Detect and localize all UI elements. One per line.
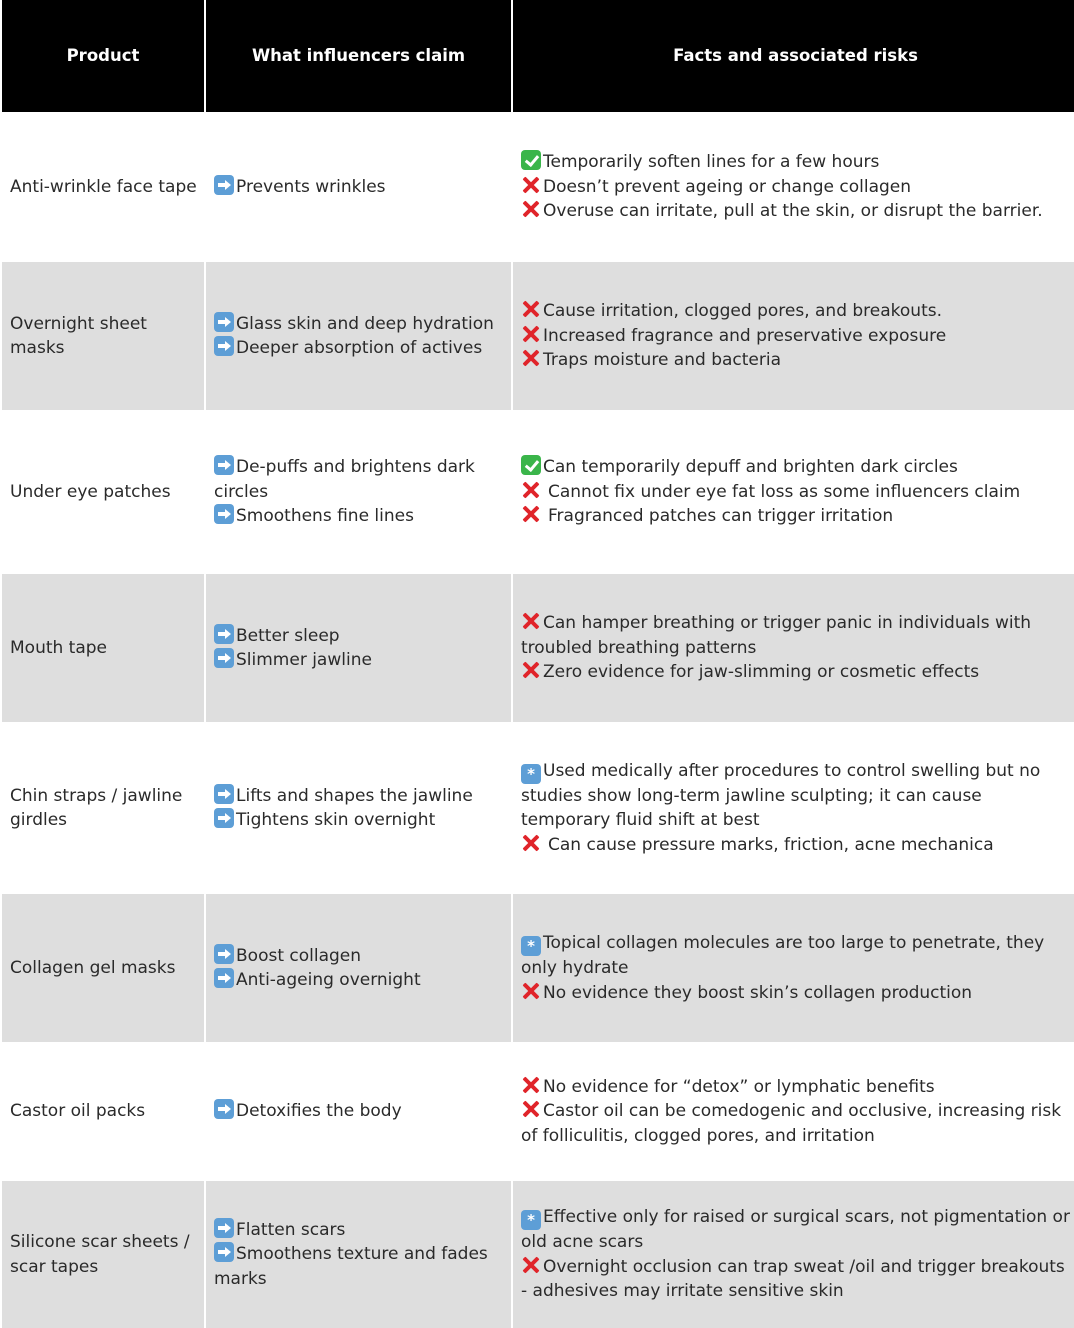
product-name: Overnight sheet masks	[10, 313, 147, 358]
fact-item	[521, 981, 1072, 1006]
product-cell	[2, 112, 204, 262]
right-arrow-icon	[214, 1218, 234, 1238]
right-arrow-icon	[214, 624, 234, 644]
fact-text: Can temporarily depuff and brighten dark circles	[543, 457, 958, 478]
claim-text: Smoothens texture and fades marks	[214, 1244, 488, 1289]
header-facts-and-risks: Facts and associated risks	[513, 0, 1074, 112]
fact-text: Traps moisture and bacteria	[543, 350, 781, 371]
fact-item	[521, 1205, 1072, 1255]
right-arrow-icon	[214, 312, 234, 332]
claim-text: De-puffs and brightens dark circles	[214, 457, 475, 502]
fact-item	[521, 175, 1043, 200]
fact-item	[521, 660, 1072, 685]
claim-item	[214, 1099, 402, 1124]
right-arrow-icon	[214, 1099, 234, 1119]
claims-cell	[206, 574, 511, 722]
right-arrow-icon	[214, 648, 234, 668]
claim-text: Prevents wrinkles	[236, 176, 386, 197]
fact-text: Effective only for raised or surgical scars, not pigmentation or old acne scars	[521, 1207, 1070, 1253]
fact-text: No evidence for “detox” or lymphatic benefits	[543, 1076, 935, 1097]
fact-item	[521, 1099, 1072, 1148]
facts-cell	[513, 894, 1074, 1042]
right-arrow-icon	[214, 968, 234, 988]
fact-text: Zero evidence for jaw-slimming or cosmetic effects	[543, 662, 980, 683]
check-mark-icon	[521, 455, 541, 475]
claim-item	[214, 504, 505, 529]
fact-text: Castor oil can be comedogenic and occlusive, increasing risk of folliculitis, clogged pores, and irritation	[521, 1101, 1062, 1146]
facts-cell	[513, 410, 1074, 574]
asterisk-icon: *	[521, 1210, 541, 1230]
cross-mark-icon	[521, 175, 541, 195]
claim-item	[214, 808, 473, 833]
claim-item	[214, 648, 372, 673]
facts-cell	[513, 1181, 1074, 1328]
claim-text: Detoxifies the body	[236, 1101, 402, 1122]
facts-cell	[513, 112, 1074, 262]
fact-text: Topical collagen molecules are too large to penetrate, they only hydrate	[521, 933, 1045, 978]
facts-cell	[513, 574, 1074, 722]
claim-item	[214, 1218, 505, 1243]
claim-item	[214, 312, 494, 337]
product-cell	[2, 574, 204, 722]
product-name: Collagen gel masks	[10, 957, 176, 978]
cross-mark-icon	[521, 348, 541, 368]
claim-text: Deeper absorption of actives	[236, 338, 483, 358]
claims-cell	[206, 722, 511, 894]
claim-item	[214, 624, 372, 649]
claim-text: Flatten scars	[236, 1219, 346, 1240]
claim-item	[214, 455, 505, 504]
cross-mark-icon	[521, 1255, 541, 1275]
claims-cell	[206, 262, 511, 410]
fact-text: Temporarily soften lines for a few hours	[543, 152, 880, 173]
claim-text: Glass skin and deep hydration	[236, 313, 494, 334]
claim-text: Slimmer jawline	[236, 650, 372, 670]
fact-item	[521, 455, 1020, 480]
claims-cell	[206, 112, 511, 262]
fact-item	[521, 150, 1043, 175]
header-influencer-claims: What influencers claim	[206, 0, 511, 112]
right-arrow-icon	[214, 175, 234, 195]
cross-mark-icon	[521, 660, 541, 680]
product-name: Castor oil packs	[10, 1101, 146, 1122]
claim-text: Better sleep	[236, 625, 340, 646]
cross-mark-icon	[521, 611, 541, 631]
cross-mark-icon	[521, 504, 541, 524]
fact-text: Cause irritation, clogged pores, and breakouts.	[543, 301, 943, 322]
fact-text: Doesn’t prevent ageing or change collagen	[543, 176, 912, 197]
claim-item	[214, 1242, 505, 1291]
claim-item	[214, 944, 421, 969]
right-arrow-icon	[214, 455, 234, 475]
fact-item	[521, 480, 1020, 505]
claims-cell	[206, 410, 511, 574]
fact-text: Overuse can irritate, pull at the skin, or disrupt the barrier.	[543, 201, 1043, 222]
claim-item	[214, 336, 494, 361]
claim-item	[214, 784, 473, 809]
cross-mark-icon	[521, 981, 541, 1001]
claim-text: Tightens skin overnight	[236, 810, 436, 830]
asterisk-icon: *	[521, 764, 541, 784]
fact-text: Can cause pressure marks, friction, acne mechanica	[548, 834, 994, 855]
fact-item	[521, 348, 946, 373]
fact-text: Fragranced patches can trigger irritation	[548, 506, 894, 527]
right-arrow-icon	[214, 336, 234, 356]
right-arrow-icon	[214, 784, 234, 804]
fact-item	[521, 199, 1043, 224]
claims-cell	[206, 894, 511, 1042]
asterisk-icon: *	[521, 936, 541, 956]
comparison-table	[2, 0, 1074, 1328]
cross-mark-icon	[521, 1099, 541, 1119]
header-product: Product	[2, 0, 204, 112]
fact-text: Cannot fix under eye fat loss as some influencers claim	[548, 481, 1021, 502]
cross-mark-icon	[521, 833, 541, 853]
cross-mark-icon	[521, 299, 541, 319]
fact-text: Overnight occlusion can trap sweat /oil and trigger breakouts - adhesives may irritate sensitive skin	[521, 1256, 1065, 1302]
cross-mark-icon	[521, 1075, 541, 1095]
check-mark-icon	[521, 150, 541, 170]
fact-item	[521, 833, 1072, 858]
fact-text: Increased fragrance and preservative exposure	[543, 325, 947, 346]
cross-mark-icon	[521, 480, 541, 500]
cross-mark-icon	[521, 324, 541, 344]
claims-cell	[206, 1181, 511, 1328]
right-arrow-icon	[214, 808, 234, 828]
product-cell	[2, 894, 204, 1042]
facts-cell	[513, 1042, 1074, 1181]
fact-item	[521, 1255, 1072, 1304]
product-name: Anti-wrinkle face tape	[10, 176, 197, 197]
right-arrow-icon	[214, 504, 234, 524]
product-cell	[2, 1181, 204, 1328]
fact-item	[521, 299, 946, 324]
claims-cell	[206, 1042, 511, 1181]
fact-text: No evidence they boost skin’s collagen production	[543, 982, 973, 1003]
fact-item	[521, 324, 946, 349]
claim-item	[214, 175, 386, 200]
product-name: Chin straps / jawline girdles	[10, 785, 183, 830]
facts-cell	[513, 262, 1074, 410]
product-name: Under eye patches	[10, 481, 171, 502]
fact-item	[521, 504, 1020, 529]
claim-text: Boost collagen	[236, 945, 362, 966]
fact-text: Used medically after procedures to control swelling but no studies show long-term jawline sculpting; it can cause temporary fluid shift at best	[521, 760, 1041, 831]
facts-cell	[513, 722, 1074, 894]
product-cell	[2, 1042, 204, 1181]
product-cell	[2, 262, 204, 410]
product-cell	[2, 410, 204, 574]
product-cell	[2, 722, 204, 894]
fact-item	[521, 759, 1072, 833]
product-name: Silicone scar sheets / scar tapes	[10, 1232, 190, 1277]
claim-item	[214, 968, 421, 993]
product-name: Mouth tape	[10, 637, 108, 658]
right-arrow-icon	[214, 1242, 234, 1262]
claim-text: Anti-ageing overnight	[236, 970, 421, 990]
claim-text: Smoothens fine lines	[236, 506, 414, 527]
fact-item	[521, 931, 1072, 981]
fact-item	[521, 611, 1072, 660]
claim-text: Lifts and shapes the jawline	[236, 785, 473, 806]
fact-item	[521, 1075, 1072, 1100]
cross-mark-icon	[521, 199, 541, 219]
fact-text: Can hamper breathing or trigger panic in individuals with troubled breathing patterns	[521, 613, 1032, 658]
right-arrow-icon	[214, 944, 234, 964]
